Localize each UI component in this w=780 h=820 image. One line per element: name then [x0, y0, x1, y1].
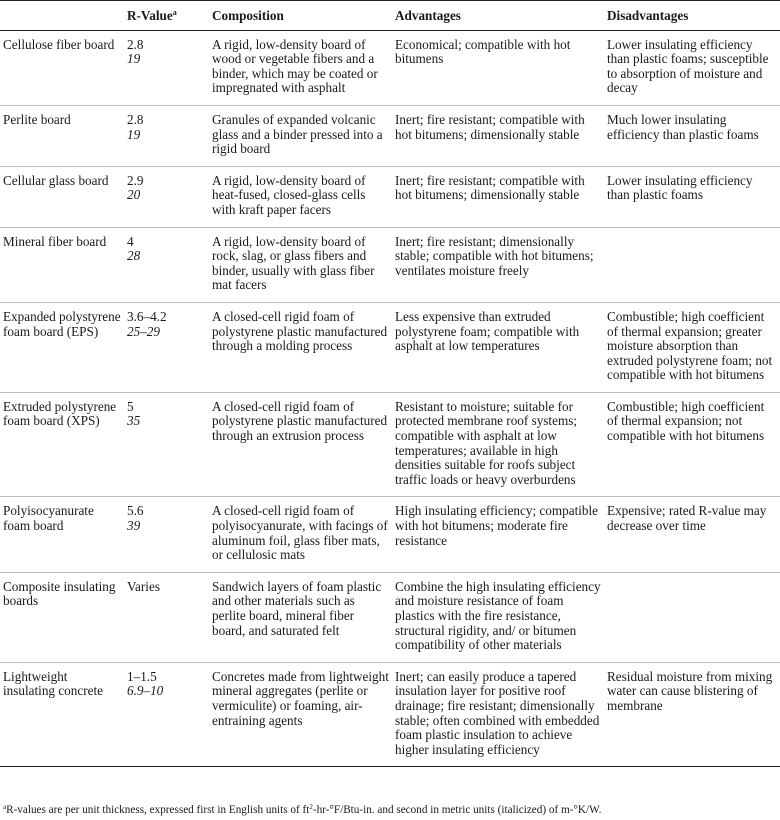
table-row — [0, 497, 780, 572]
material-cell: Lightweight insulating concrete — [0, 662, 127, 767]
table-row — [0, 227, 780, 302]
disadvantages-cell: Lower insulating efficiency than plastic foams — [607, 166, 780, 227]
composition-cell: A closed-cell rigid foam of polystyrene plastic manufactured through an extrusion process — [212, 392, 395, 497]
material-cell: Expanded polystyrene foam board (EPS) — [0, 302, 127, 392]
disadvantages-cell — [607, 227, 780, 302]
rvalue-english: 5.6 — [127, 503, 144, 519]
advantages-cell: Economical; compatible with hot bitumens — [395, 30, 607, 105]
table-row — [0, 572, 780, 662]
table-row — [0, 662, 780, 767]
table-row — [0, 392, 780, 497]
rvalue-cell — [127, 497, 212, 572]
rvalue-metric: 6.9–10 — [127, 683, 164, 699]
rvalue-cell — [127, 30, 212, 105]
table-row — [0, 105, 780, 166]
rvalue-metric: 20 — [127, 187, 141, 203]
rvalue-english: 4 — [127, 233, 134, 249]
table-footnote: $^a$R-values are per unit thickness, expressed first in English units of $ft^2-hr-^\circ F/Btu-in$. and second in metric units (italicized) of m-°K/W. — [3, 803, 602, 816]
rvalue-english: 2.8 — [127, 36, 144, 52]
table-row — [0, 166, 780, 227]
material-cell: Cellular glass board — [0, 166, 127, 227]
rvalue-cell — [127, 227, 212, 302]
rvalue-english: 1–1.5 — [127, 668, 157, 684]
rvalue-metric: 35 — [127, 413, 141, 429]
advantages-cell: Inert; can easily produce a tapered insulation layer for positive roof drainage; fire resistant; dimensionally stable; often combined with embedded foam plastic insulation to achieve higher insulating efficiency — [395, 662, 607, 767]
rvalue-english: 2.9 — [127, 172, 144, 188]
advantages-cell: Inert; fire resistant; compatible with hot bitumens; dimensionally stable — [395, 166, 607, 227]
advantages-cell: Inert; fire resistant; dimensionally stable; compatible with hot bitumens; ventilates moisture freely — [395, 227, 607, 302]
disadvantages-cell: Residual moisture from mixing water can cause blistering of membrane — [607, 662, 780, 767]
rvalue-cell — [127, 572, 212, 662]
material-cell: Perlite board — [0, 105, 127, 166]
advantages-cell: Combine the high insulating efficiency and moisture resistance of foam plastics with the fire resistance, structural rigidity, and/ or bitumen compatibility of other materials — [395, 572, 607, 662]
advantages-cell: Resistant to moisture; suitable for protected membrane roof systems; compatible with asphalt at low temperatures; available in high densities suitable for roofs subject traffic loads or heavy overburdens — [395, 392, 607, 497]
material-cell: Polyisocyanurate foam board — [0, 497, 127, 572]
rvalue-cell — [127, 105, 212, 166]
disadvantages-cell: Expensive; rated R-value may decrease over time — [607, 497, 780, 572]
composition-cell: A closed-cell rigid foam of polyisocyanurate, with facings of aluminum foil, glass fiber mats, or cellulosic mats — [212, 497, 395, 572]
composition-cell: Sandwich layers of foam plastic and other materials such as perlite board, mineral fiber board, and saturated felt — [212, 572, 395, 662]
table-body — [0, 30, 780, 767]
footnote-mark: a — [3, 803, 7, 811]
rvalue-english: Varies — [127, 578, 160, 594]
material-cell: Composite insulating boards — [0, 572, 127, 662]
disadvantages-cell: Combustible; high coefficient of thermal expansion; greater moisture absorption than extruded polystyrene foam; not compatible with hot bitumens — [607, 302, 780, 392]
rvalue-english: 5 — [127, 398, 134, 414]
rvalue-metric: 39 — [127, 518, 141, 534]
composition-cell: Granules of expanded volcanic glass and a binder pressed into a rigid board — [212, 105, 395, 166]
rvalue-cell — [127, 302, 212, 392]
material-cell: Mineral fiber board — [0, 227, 127, 302]
table-row — [0, 30, 780, 105]
rvalue-metric: 19 — [127, 126, 141, 142]
rvalue-metric: 28 — [127, 248, 141, 264]
table-row — [0, 302, 780, 392]
disadvantages-cell: Combustible; high coefficient of thermal expansion; not compatible with hot bitumens — [607, 392, 780, 497]
header-rvalue-footnote-mark: a — [172, 8, 177, 17]
rvalue-metric: 19 — [127, 51, 141, 67]
header-rvalue: R-Value$^a$ — [127, 1, 212, 31]
header-disadvantages: Disadvantages — [607, 1, 780, 31]
material-cell: Cellulose fiber board — [0, 30, 127, 105]
disadvantages-cell: Lower insulating efficiency than plastic foams; susceptible to absorption of moisture and decay — [607, 30, 780, 105]
rvalue-metric: 25–29 — [127, 323, 160, 339]
advantages-cell: Less expensive than extruded polystyrene foam; compatible with asphalt at low temperatures — [395, 302, 607, 392]
rvalue-cell — [127, 662, 212, 767]
advantages-cell: High insulating efficiency; compatible with hot bitumens; moderate fire resistance — [395, 497, 607, 572]
rvalue-cell — [127, 166, 212, 227]
rvalue-english: 2.8 — [127, 111, 144, 127]
disadvantages-cell: Much lower insulating efficiency than plastic foams — [607, 105, 780, 166]
composition-cell: A rigid, low-density board of wood or vegetable fibers and a binder, which may be coated or impregnated with asphalt — [212, 30, 395, 105]
advantages-cell: Inert; fire resistant; compatible with hot bitumens; dimensionally stable — [395, 105, 607, 166]
composition-cell: A rigid, low-density board of rock, slag, or glass fibers and binder, usually with glass fiber mat facers — [212, 227, 395, 302]
header-material — [0, 1, 127, 31]
composition-cell: Concretes made from lightweight mineral aggregates (perlite or vermiculite) or foaming, air-entraining agents — [212, 662, 395, 767]
rvalue-cell — [127, 392, 212, 497]
rvalue-english: 3.6–4.2 — [127, 308, 167, 324]
table-header-row — [0, 1, 780, 31]
material-cell: Extruded polystyrene foam board (XPS) — [0, 392, 127, 497]
header-advantages: Advantages — [395, 1, 607, 31]
composition-cell: A rigid, low-density board of heat-fused, closed-glass cells with kraft paper facers — [212, 166, 395, 227]
composition-cell: A closed-cell rigid foam of polystyrene plastic manufactured through a molding process — [212, 302, 395, 392]
header-composition: Composition — [212, 1, 395, 31]
disadvantages-cell — [607, 572, 780, 662]
